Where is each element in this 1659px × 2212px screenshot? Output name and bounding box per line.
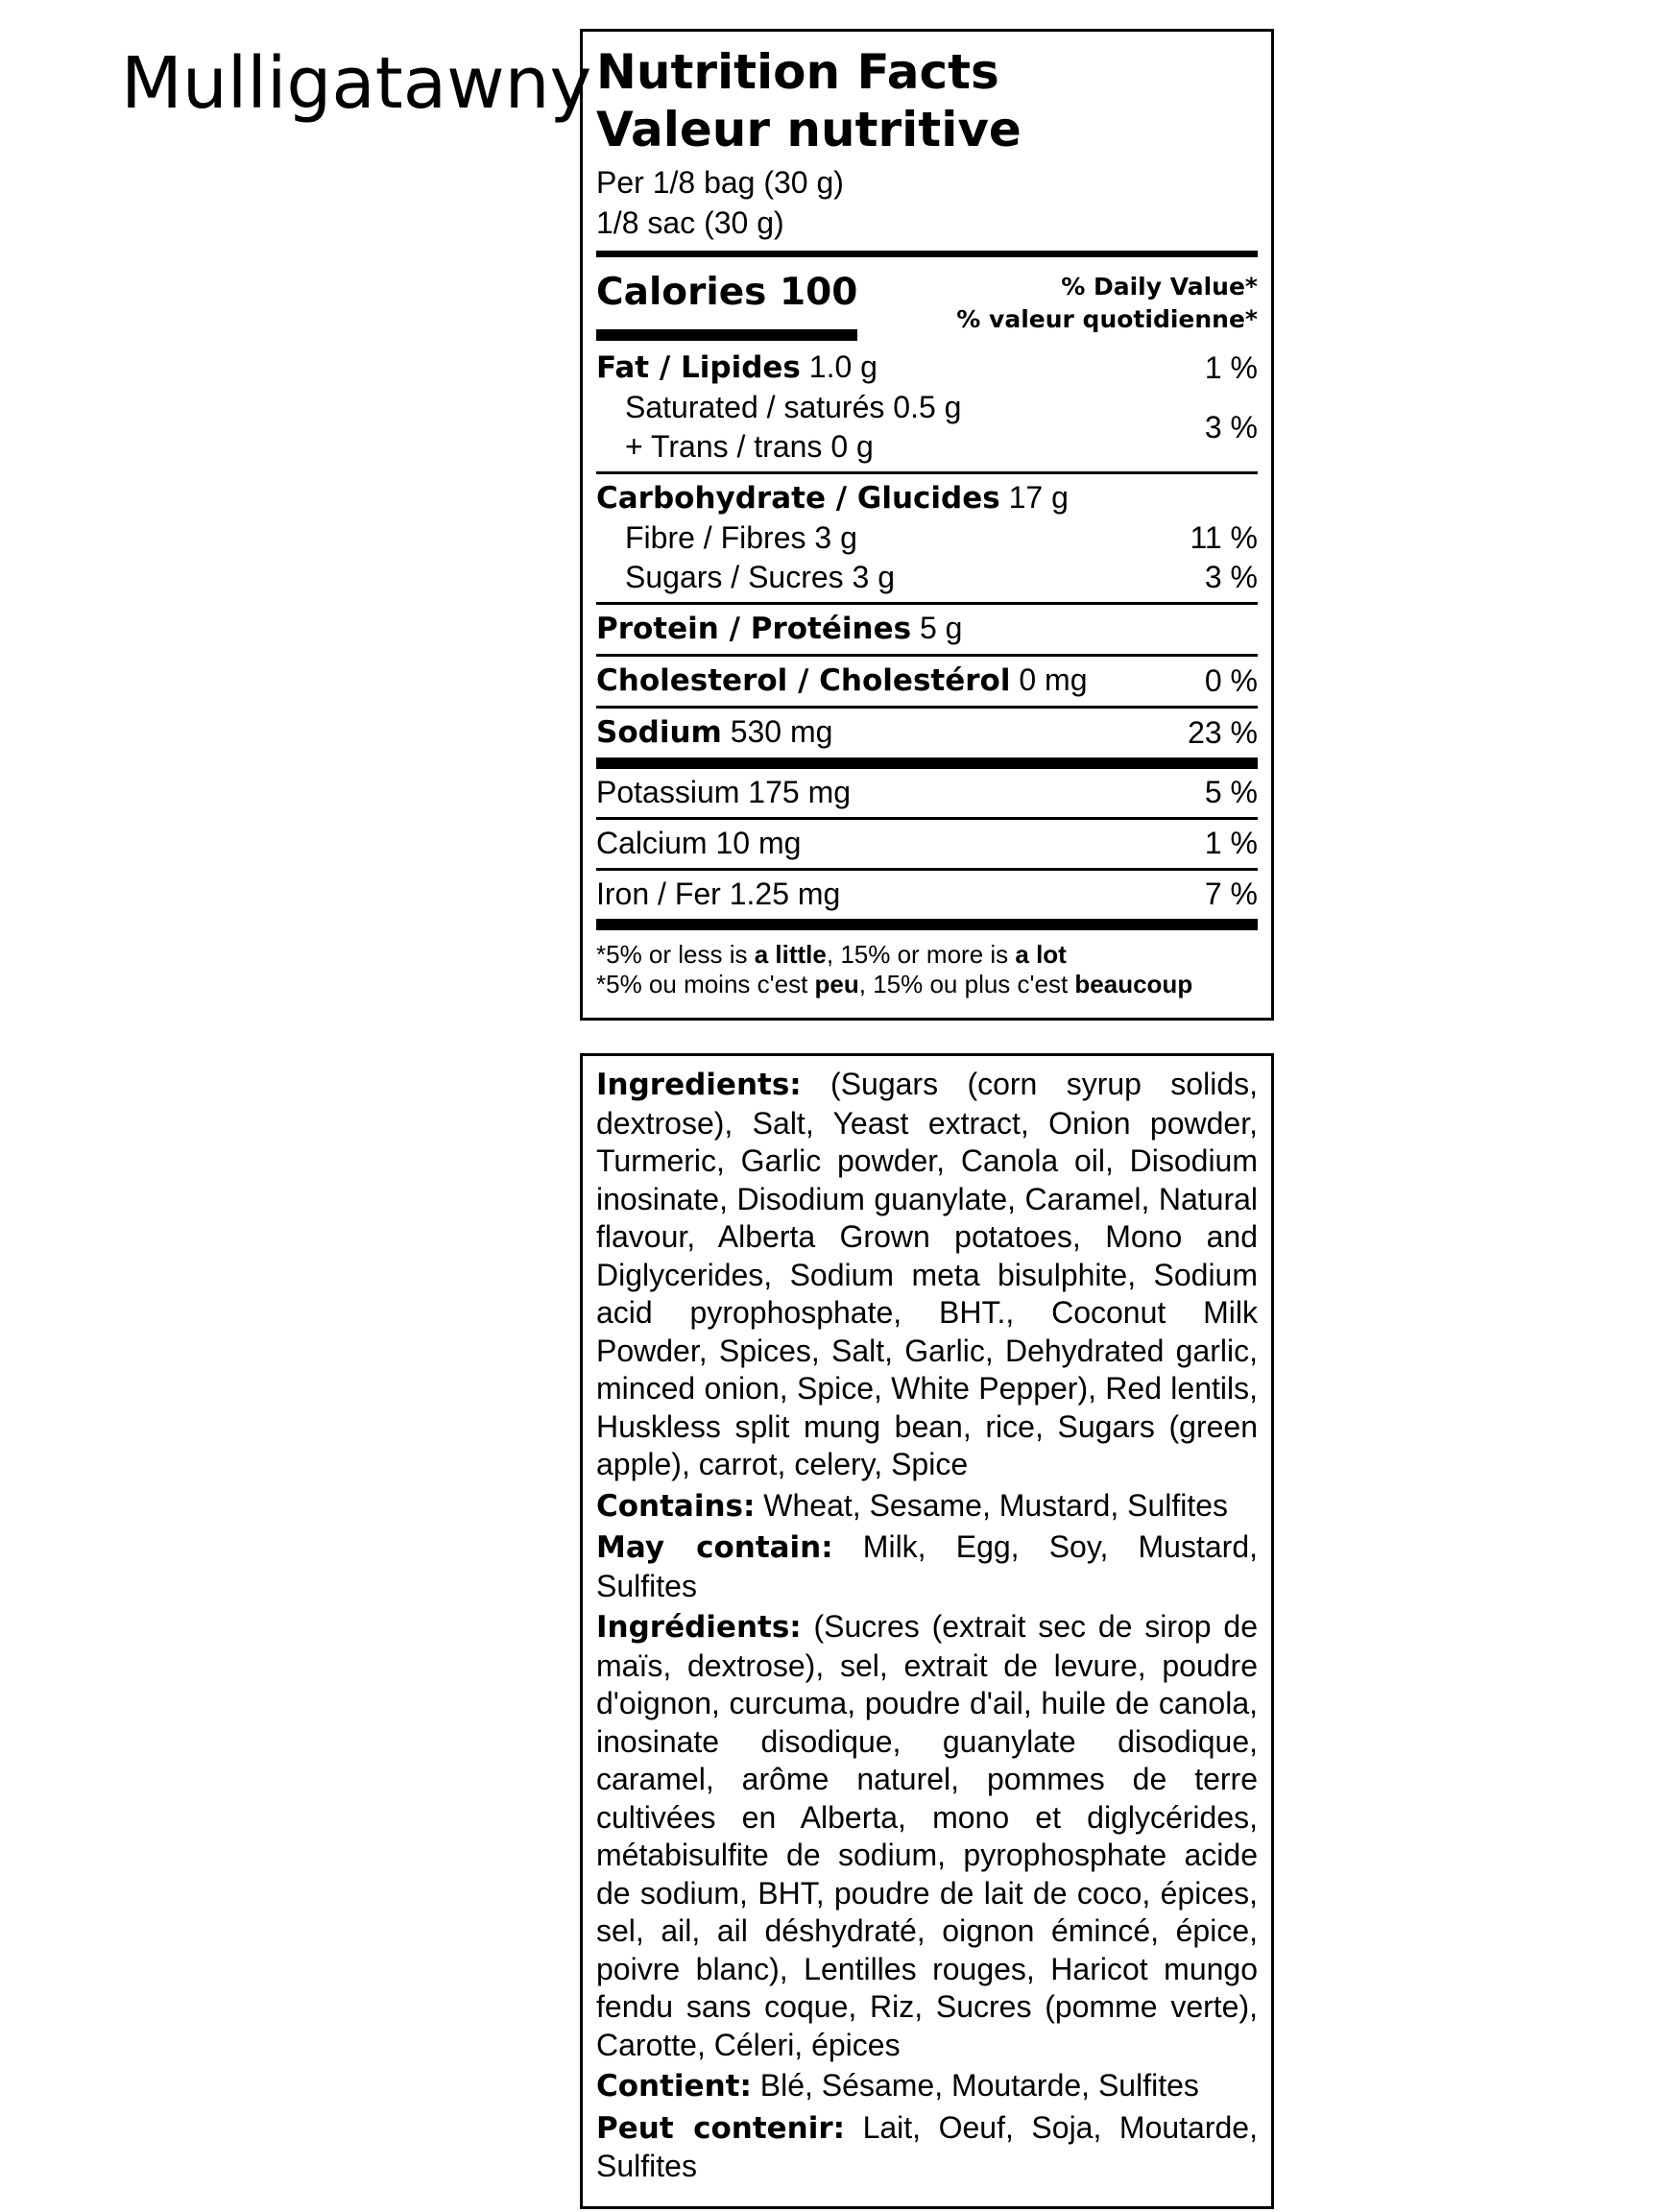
footnote-fr-text: , 15% ou plus c'est	[858, 970, 1075, 998]
sugars-amount: 3 g	[852, 560, 896, 594]
calcium-group	[596, 820, 1258, 868]
nutrition-facts-panel	[580, 29, 1274, 1021]
calories-label	[596, 271, 857, 314]
protein-row	[596, 609, 1258, 649]
serving-size-en: Per 1/8 bag (30 g)	[596, 165, 844, 200]
serving-size-fr: 1/8 sac (30 g)	[596, 205, 784, 240]
footnote-en-text: , 15% or more is	[826, 940, 1016, 969]
carbohydrate-amount: 17 g	[1008, 480, 1069, 515]
may-contain-fr	[596, 2109, 1258, 2186]
product-name: Mulligatawny	[121, 42, 592, 125]
daily-value-header-fr: % valeur quotidienne*	[956, 305, 1258, 333]
ingredients-fr-text: (Sucres (extrait sec de sirop de maïs, dextrose), sel, extrait de levure, poudre d'oignon, curcuma, poudre d'ail, huile de canola, inosinate disodique, guanylate disodique, caramel, arôme naturel, pommes de terre cultivées en Alberta, mono et diglycérides, métabisulfite de sodium, pyrophosphate acide de sodium, BHT, poudre de lait de coco, épices, sel, ail, ail déshydraté, oignon émincé, épice, poivre blanc), Lentilles rouges, Haricot mungo fendu sans coque, Riz, Sucres (pomme verte), Carotte, Céleri, épices	[596, 1609, 1258, 2062]
iron-row	[596, 875, 1258, 914]
calcium-label: Calcium 10 mg	[596, 826, 802, 860]
calories-value: 100	[779, 271, 858, 314]
contains-en	[596, 1487, 1258, 1527]
fat-row	[596, 348, 1258, 388]
may-contain-fr-text: Lait, Oeuf, Soja, Moutarde, Sulfites	[596, 2109, 1258, 2183]
footnote-fr-bold: beaucoup	[1074, 970, 1193, 998]
calcium-row	[596, 824, 1258, 863]
fibre-row	[596, 518, 1258, 558]
sugars-dv: 3 %	[1204, 560, 1258, 594]
nutrition-title-fr: Valeur nutritive	[596, 102, 1022, 157]
saturated-label: Saturated / saturés	[625, 390, 885, 424]
may-contain-fr-label: Peut contenir:	[596, 2110, 846, 2146]
sodium-amount: 530 mg	[730, 714, 833, 749]
trans-label: + Trans / trans	[625, 429, 823, 464]
protein-group	[596, 605, 1258, 654]
iron-dv: 7 %	[1204, 877, 1258, 911]
footnote-fr-bold: peu	[814, 970, 859, 998]
nutrition-title	[596, 43, 1258, 158]
contains-fr-text: Blé, Sésame, Moutarde, Sulfites	[751, 2068, 1199, 2103]
may-contain-en	[596, 1528, 1258, 1605]
carbohydrate-group	[596, 474, 1258, 602]
potassium-group	[596, 769, 1258, 817]
footnote-fr	[596, 970, 1258, 999]
protein-amount: 5 g	[919, 611, 963, 645]
contains-fr-label: Contient:	[596, 2069, 752, 2104]
footnote-en	[596, 940, 1258, 970]
fat-group	[596, 344, 1258, 471]
calcium-dv: 1 %	[1204, 826, 1258, 860]
divider-thick	[596, 251, 1258, 257]
sugars-label: Sugars / Sucres	[625, 560, 844, 594]
fibre-amount: 3 g	[814, 520, 857, 555]
may-contain-en-label: May contain:	[596, 1530, 833, 1565]
iron-label: Iron / Fer 1.25 mg	[596, 877, 841, 911]
contains-en-label: Contains:	[596, 1488, 756, 1524]
sodium-dv: 23 %	[1188, 714, 1258, 750]
sugars-row	[596, 558, 1258, 597]
contains-fr	[596, 2067, 1258, 2106]
serving-size	[596, 162, 1258, 243]
cholesterol-dv: 0 %	[1204, 662, 1258, 698]
fibre-label: Fibre / Fibres	[625, 520, 806, 555]
trans-amount: 0 g	[830, 429, 874, 464]
potassium-label: Potassium 175 mg	[596, 775, 852, 809]
divider-thick	[596, 757, 1258, 769]
sodium-group	[596, 709, 1258, 757]
calories-row	[596, 257, 1258, 344]
sodium-label: Sodium	[596, 715, 722, 750]
daily-value-footnote	[596, 940, 1258, 999]
cholesterol-group	[596, 657, 1258, 706]
may-contain-en-text: Milk, Egg, Soy, Mustard, Sulfites	[596, 1529, 1259, 1603]
daily-value-header	[956, 271, 1258, 336]
footnote-en-text: *5% or less is	[596, 940, 755, 969]
potassium-dv: 5 %	[1204, 775, 1258, 809]
cholesterol-label: Cholesterol / Cholestérol	[596, 663, 1011, 698]
fibre-dv: 11 %	[1190, 520, 1258, 555]
potassium-row	[596, 773, 1258, 812]
footnote-en-bold: a lot	[1015, 940, 1067, 969]
footnote-fr-text: *5% ou moins c'est	[596, 970, 815, 998]
fat-label: Fat / Lipides	[596, 350, 801, 385]
fat-dv: 1 %	[1204, 349, 1258, 385]
cholesterol-amount: 0 mg	[1019, 662, 1088, 697]
iron-group	[596, 871, 1258, 919]
divider-thick	[596, 919, 1258, 930]
fat-amount: 1.0 g	[808, 349, 878, 384]
daily-value-header-en: % Daily Value*	[1061, 273, 1258, 301]
cholesterol-row	[596, 661, 1258, 701]
trans-row	[596, 427, 961, 467]
nutrition-title-en: Nutrition Facts	[596, 44, 999, 100]
protein-label: Protein / Protéines	[596, 612, 912, 646]
ingredients-en	[596, 1066, 1258, 1484]
carbohydrate-row	[596, 478, 1258, 518]
sat-trans-dv: 3 %	[1204, 409, 1258, 445]
ingredients-fr	[596, 1608, 1258, 2064]
saturated-row	[596, 388, 961, 427]
ingredients-en-text: (Sugars (corn syrup solids, dextrose), Salt, Yeast extract, Onion powder, Turmeric, Garlic powder, Canola oil, Disodium inosinate, Disodium guanylate, Caramel, Natural flavour, Alberta Grown potatoes, Mono and Diglycerides, Sodium meta bisulphite, Sodium acid pyrophosphate, BHT., Coconut Milk Powder, Spices, Salt, Garlic, Dehydrated garlic, minced onion, Spice, White Pepper), Red lentils, Huskless split mung bean, rice, Sugars (green apple), carrot, celery, Spice	[596, 1067, 1258, 1481]
sodium-row	[596, 712, 1258, 753]
ingredients-fr-label: Ingrédients:	[596, 1610, 802, 1645]
calories-label-text: Calories	[596, 271, 767, 314]
contains-en-text: Wheat, Sesame, Mustard, Sulfites	[755, 1487, 1229, 1523]
footnote-en-bold: a little	[754, 940, 827, 969]
ingredients-en-label: Ingredients:	[596, 1068, 802, 1102]
saturated-amount: 0.5 g	[893, 390, 962, 424]
ingredients-panel	[580, 1053, 1274, 2209]
carbohydrate-label: Carbohydrate / Glucides	[596, 481, 1000, 516]
calories-bar	[596, 329, 857, 341]
sat-trans-group	[596, 388, 1258, 467]
